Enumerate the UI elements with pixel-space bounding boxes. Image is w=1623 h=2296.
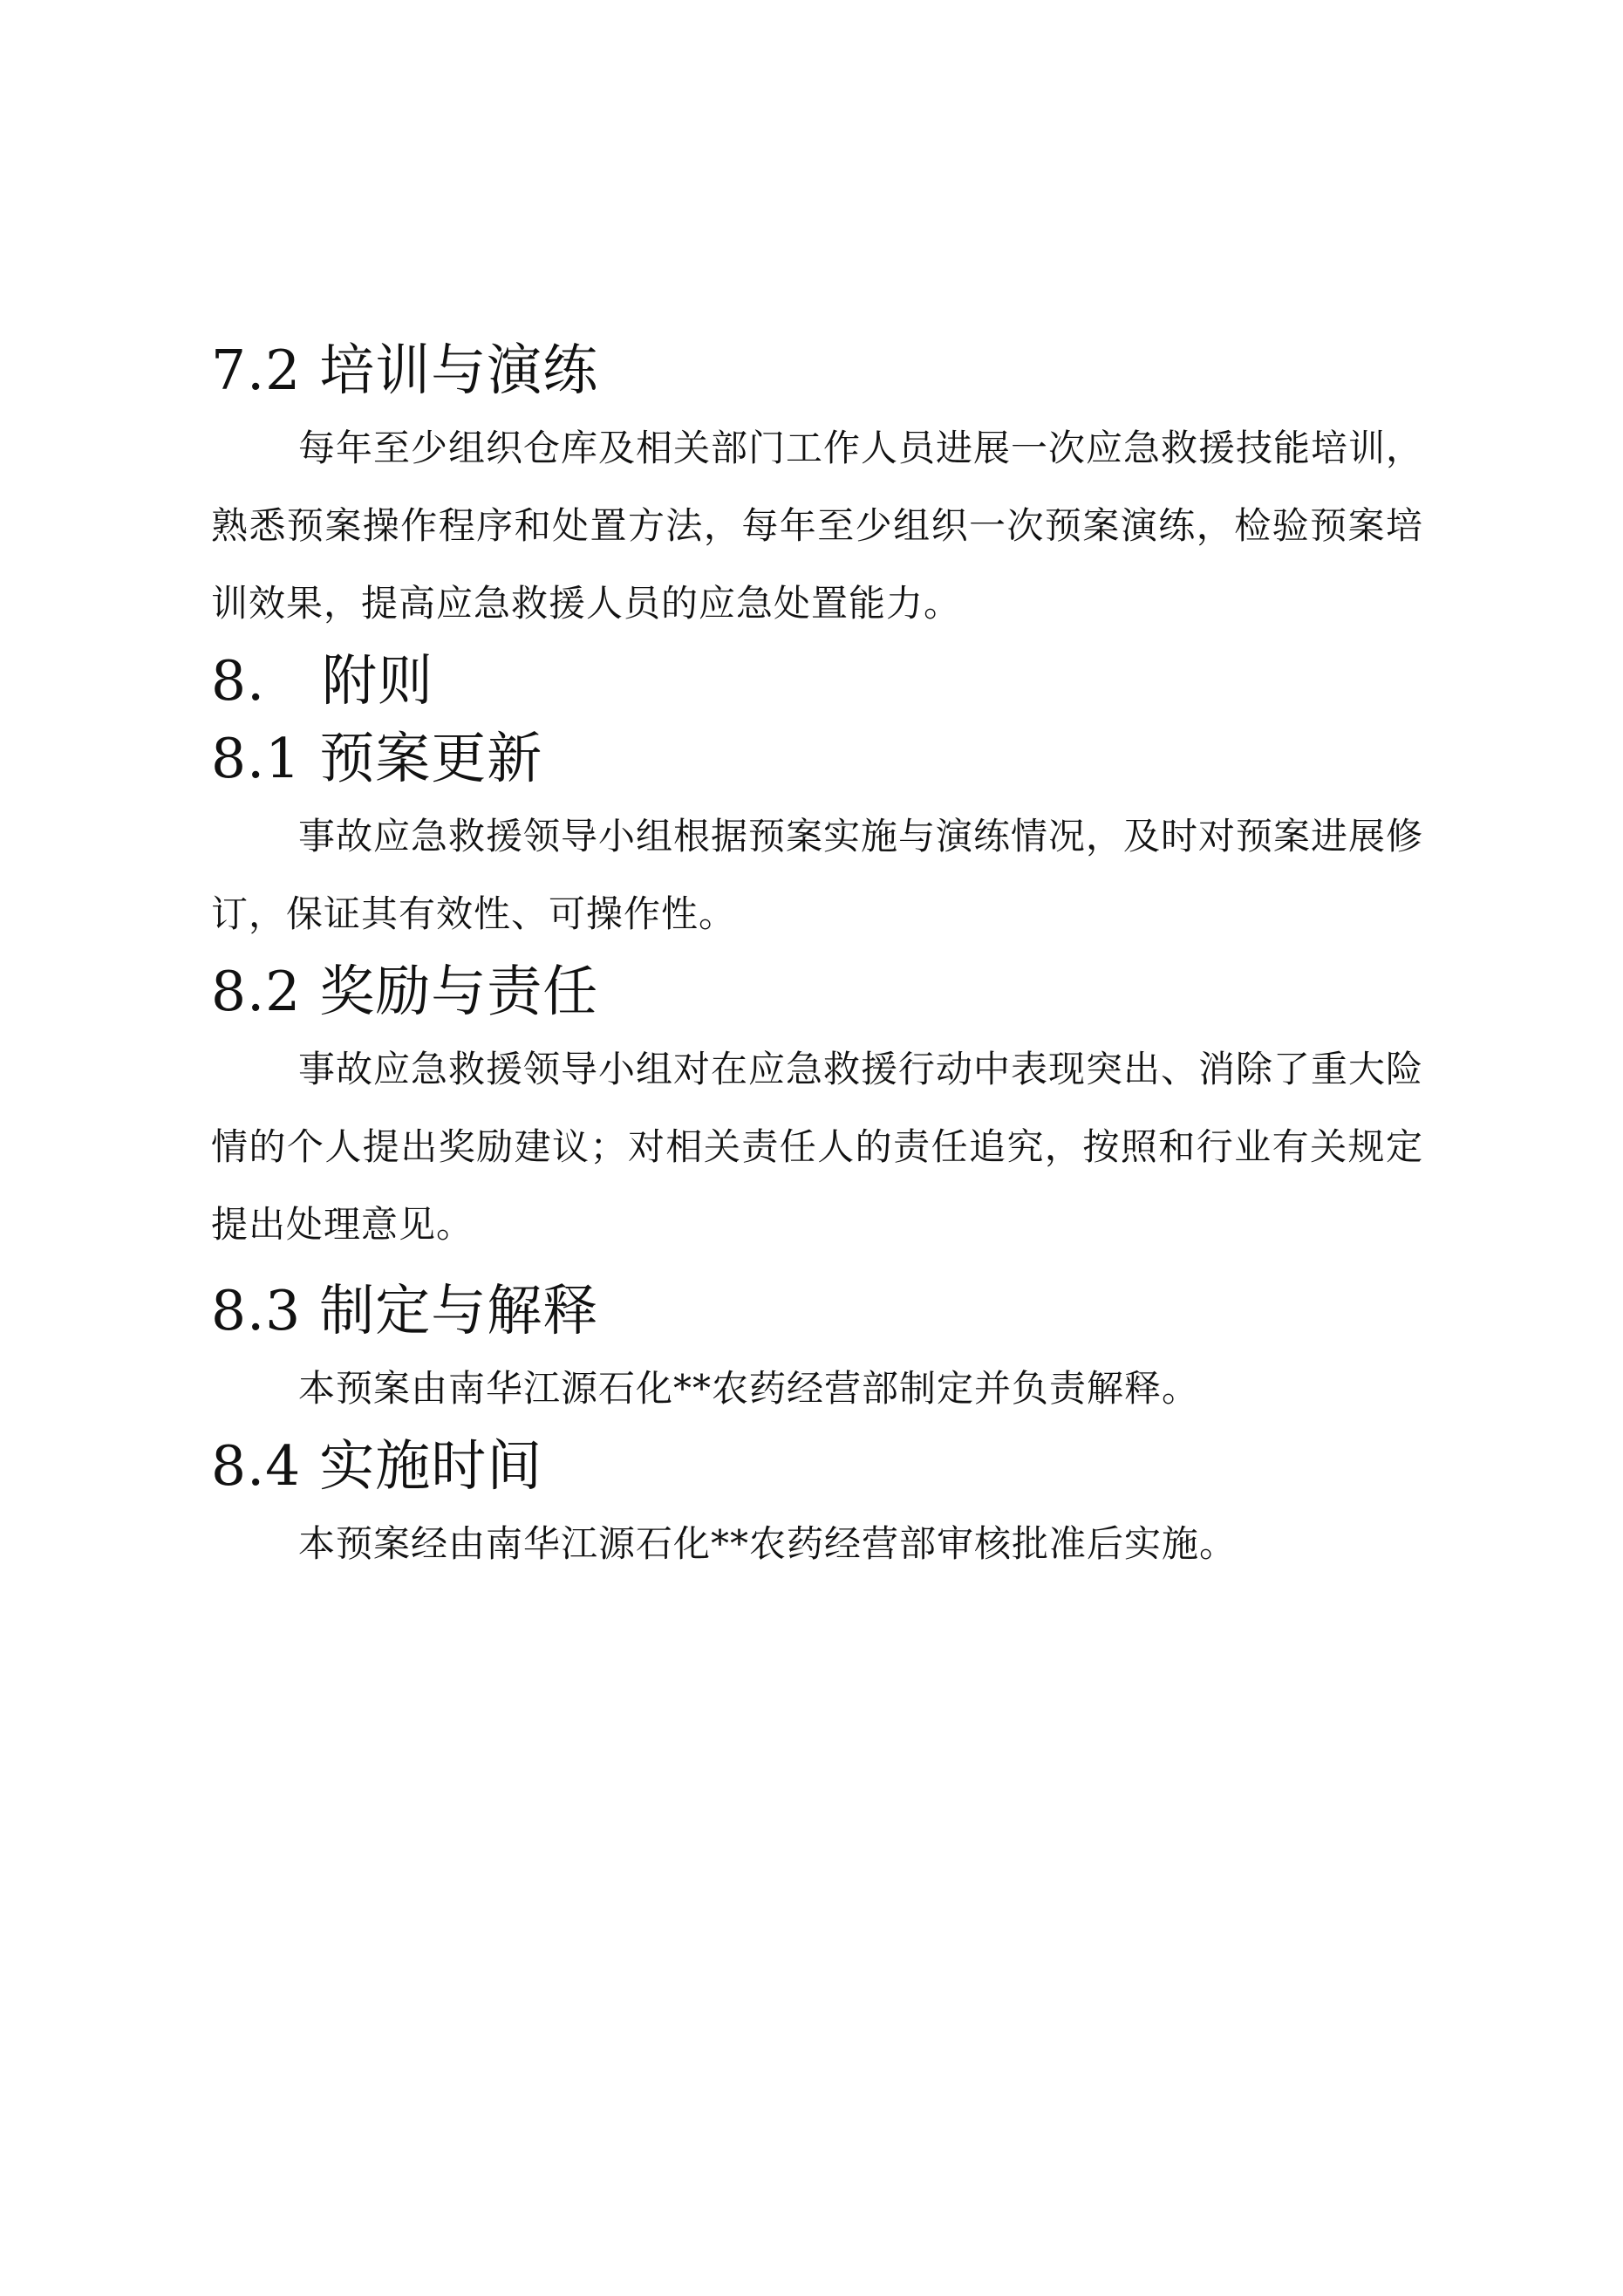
section-paragraph: 事故应急救援领导小组根据预案实施与演练情况，及时对预案进展修订，保证其有效性、可操作性。 (211, 815, 1424, 935)
section-paragraph: 每年至少组织仓库及相关部门工作人员进展一次应急救援技能培训，熟悉预案操作程序和处置方法，每年至少组织一次预案演练，检验预案培训效果，提高应急救援人员的应急处置能力。 (211, 427, 1424, 625)
section-paragraph: 本预案由南华江源石化**农药经营部制定并负责解释。 (298, 1367, 1200, 1410)
section-title: 奖励与责任 (319, 960, 599, 1023)
section-title: 实施时间 (319, 1434, 543, 1498)
section-title: 培训与演练 (319, 338, 599, 402)
section-number: 8. (211, 649, 266, 713)
section-paragraph: 事故应急救援领导小组对在应急救援行动中表现突出、消除了重大险情的个人提出奖励建议；对相关责任人的责任追究，按照和行业有关规定提出处理意见。 (211, 1048, 1424, 1246)
section-heading-8-4 (211, 1427, 1423, 1505)
section-paragraph: 本预案经由南华江源石化**农药经营部审核批准后实施。 (298, 1522, 1238, 1565)
section-heading-8-1 (211, 720, 1423, 797)
document-body (211, 331, 1423, 1582)
section-number: 8.4 (211, 1434, 302, 1498)
paragraph-spacer (211, 1263, 1423, 1272)
section-title: 预案更新 (319, 727, 543, 790)
section-number: 8.3 (211, 1279, 302, 1343)
section-heading-8-3 (211, 1272, 1423, 1350)
section-heading-8 (211, 642, 1423, 720)
section-number: 7.2 (211, 338, 302, 402)
section-title: 附则 (322, 649, 434, 713)
section-number: 8.2 (211, 960, 302, 1023)
section-number: 8.1 (211, 727, 302, 790)
section-heading-7-2 (211, 331, 1423, 409)
section-heading-8-2 (211, 953, 1423, 1030)
section-title: 制定与解释 (319, 1279, 599, 1343)
